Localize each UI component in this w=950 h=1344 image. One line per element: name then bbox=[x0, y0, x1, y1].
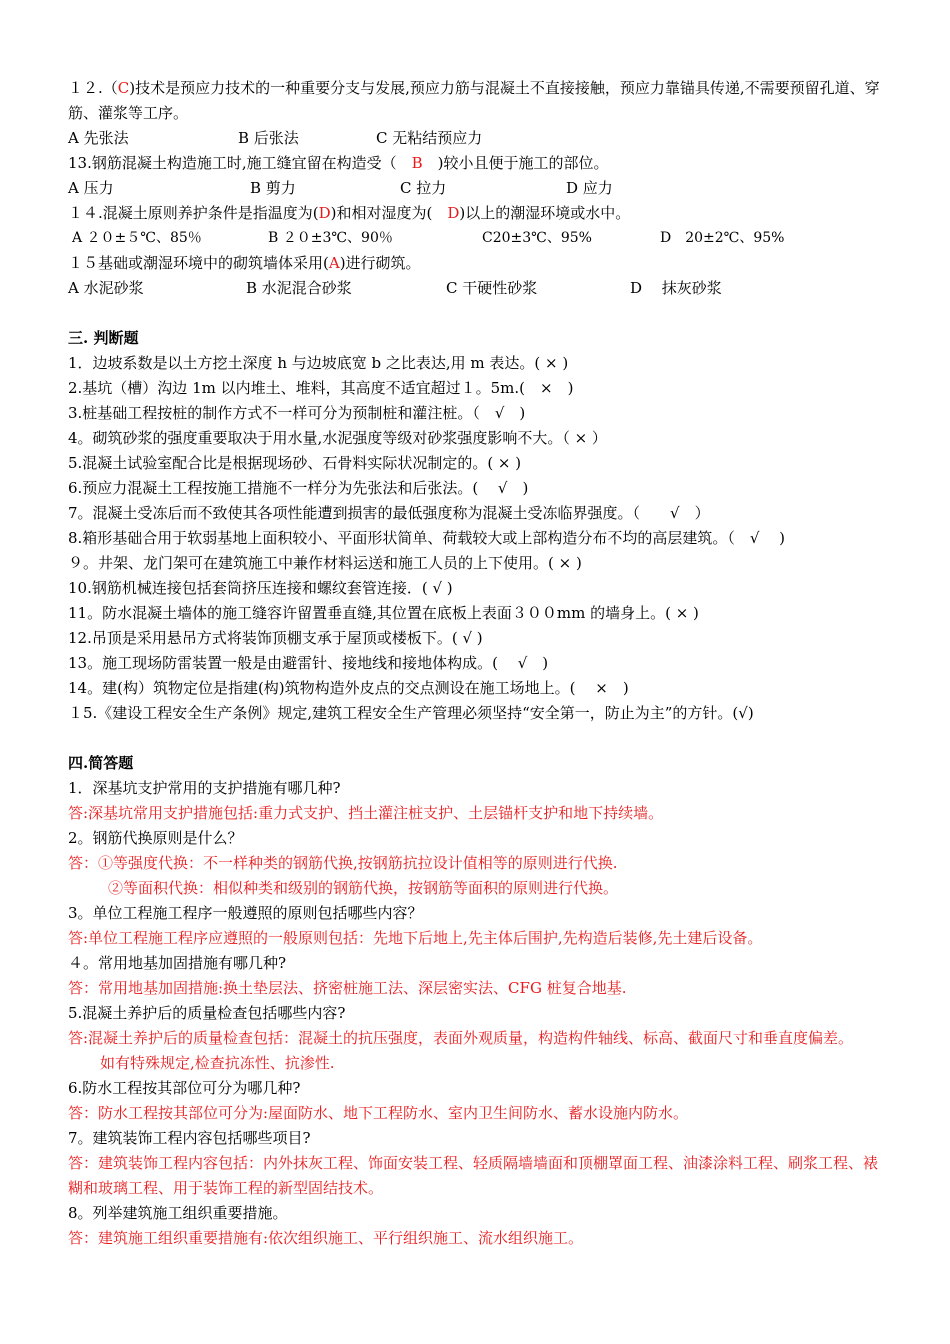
options-row bbox=[68, 176, 884, 201]
judge-item: 8.箱形基础合用于软弱基地上面积较小、平面形状简单、荷载较大或上部构造分布不均的高层建筑。（ √ ) bbox=[68, 529, 785, 547]
short-answer: 答：①等强度代换：不一样种类的钢筋代换,按钢筋抗拉设计值相等的原则进行代换. bbox=[68, 854, 618, 872]
option: C 无粘结预应力 bbox=[376, 129, 483, 147]
option: A 先张法 bbox=[68, 129, 129, 147]
short-question: 3。单位工程施工程序一般遵照的原则包括哪些内容？ bbox=[68, 904, 423, 922]
judge-item: 10.钢筋机械连接包括套筒挤压连接和螺纹套管连接．( √ ) bbox=[68, 579, 453, 597]
judge-item: 13。施工现场防雷装置一般是由避雷针、接地线和接地体构成。( √ ) bbox=[68, 654, 549, 672]
question-text: )以上的潮湿环境或水中。 bbox=[459, 204, 631, 222]
option: D 20±2℃、95% bbox=[660, 230, 785, 246]
judge-item: １5.《建设工程安全生产条例》规定,建筑工程安全生产管理必须坚持“安全第一，防止为主”的方针。(√) bbox=[68, 704, 754, 722]
question-text: １５基础或潮湿环境中的砌筑墙体采用( bbox=[68, 254, 329, 272]
question-text: )进行砌筑。 bbox=[339, 254, 421, 272]
section-heading: 三. 判断题 bbox=[68, 329, 139, 347]
judge-item: 4。砌筑砂浆的强度重要取决于用水量,水泥强度等级对砂浆强度影响不大。（ × ） bbox=[68, 429, 607, 447]
judge-item: 5.混凝土试验室配合比是根据现场砂、石骨料实际状况制定的。( × ) bbox=[68, 454, 522, 472]
judge-item: 2.基坑（槽）沟边 1m 以内堆土、堆料，其高度不适宜超过１。5m.( × ) bbox=[68, 379, 574, 397]
judge-item: 1．边坡系数是以土方挖土深度 h 与边坡底宽 b 之比表达,用 m 表达。( × ) bbox=[68, 354, 569, 372]
judge-item: 7。混凝土受冻后而不致使其各项性能遭到损害的最低强度称为混凝土受冻临界强度。（ √ ） bbox=[68, 504, 710, 522]
judge-item: 6.预应力混凝土工程按施工措施不一样分为先张法和后张法。( √ ) bbox=[68, 479, 529, 497]
question-text: )和相对湿度为( bbox=[330, 204, 448, 222]
short-answer: ②等面积代换：相似种类和级别的钢筋代换，按钢筋等面积的原则进行代换。 bbox=[108, 879, 619, 897]
option: D 应力 bbox=[566, 179, 613, 197]
question-text: １２.（ bbox=[68, 79, 118, 97]
short-answer: 答：建筑装饰工程内容包括：内外抹灰工程、饰面安装工程、轻质隔墙墙面和顶棚罩面工程、油漆涂料工程、刷浆工程、裱糊和玻璃工程、用于装饰工程的新型固结技术。 bbox=[68, 1154, 879, 1197]
answer-letter: B bbox=[411, 154, 423, 172]
judge-item: 14。建(构）筑物定位是指建(构)筑物构造外皮点的交点测设在施工场地上。( × ) bbox=[68, 679, 629, 697]
options-row bbox=[68, 126, 884, 151]
judge-item: 11。防水混凝土墙体的施工缝容许留置垂直缝,其位置在底板上表面３００mm 的墙身上。( × ) bbox=[68, 604, 699, 622]
option: A ２０±５℃、85％ bbox=[72, 230, 202, 246]
answer-letter: D bbox=[447, 204, 460, 222]
question-12 bbox=[68, 76, 884, 126]
question-text: )技术是预应力技术的一种重要分支与发展,预应力筋与混凝土不直接接触，预应力靠锚具传递,不需要预留孔道、穿筋、灌浆等工序。 bbox=[68, 79, 880, 122]
answer-letter: A bbox=[328, 254, 340, 272]
short-question: 1．深基坑支护常用的支护措施有哪几种? bbox=[68, 779, 341, 797]
document-page bbox=[68, 76, 884, 1251]
option: B 后张法 bbox=[238, 129, 299, 147]
judge-item: 12.吊顶是采用悬吊方式将装饰顶棚支承于屋顶或楼板下。( √ ) bbox=[68, 629, 483, 647]
option: A 压力 bbox=[68, 179, 114, 197]
short-question: 2。钢筋代换原则是什么？ bbox=[68, 829, 243, 847]
short-answer: 答：建筑施工组织重要措施有:依次组织施工、平行组织施工、流水组织施工。 bbox=[68, 1229, 584, 1247]
short-question: 7。建筑装饰工程内容包括哪些项目? bbox=[68, 1129, 311, 1147]
option: C20±3℃、95% bbox=[482, 230, 592, 246]
short-answer: 答:单位工程施工程序应遵照的一般原则包括：先地下后地上,先主体后围护,先构造后装修,先土建后设备。 bbox=[68, 929, 763, 947]
option: C 干硬性砂浆 bbox=[446, 279, 538, 297]
options-row bbox=[68, 276, 884, 301]
question-14 bbox=[68, 201, 884, 226]
question-15 bbox=[68, 251, 884, 276]
question-text: １４.混凝土原则养护条件是指温度为( bbox=[68, 204, 319, 222]
option: C 拉力 bbox=[400, 179, 447, 197]
short-question: 5.混凝土养护后的质量检查包括哪些内容? bbox=[68, 1004, 346, 1022]
answer-letter: D bbox=[318, 204, 331, 222]
short-answer: 答：防水工程按其部位可分为:屋面防水、地下工程防水、室内卫生间防水、蓄水设施内防水。 bbox=[68, 1104, 689, 1122]
options-row bbox=[68, 226, 884, 251]
short-question: 6.防水工程按其部位可分为哪几种? bbox=[68, 1079, 301, 1097]
judge-item: ９。井架、龙门架可在建筑施工中兼作材料运送和施工人员的上下使用。( × ) bbox=[68, 554, 582, 572]
short-answer: 答:混凝土养护后的质量检查包括：混凝土的抗压强度，表面外观质量，构造构件轴线、标高、截面尺寸和垂直度偏差。 bbox=[68, 1029, 854, 1047]
option: B 剪力 bbox=[250, 179, 296, 197]
answer-letter: C bbox=[117, 79, 130, 97]
option: A 水泥砂浆 bbox=[68, 279, 144, 297]
short-answer: 答:深基坑常用支护措施包括:重力式支护、挡土灌注桩支护、土层锚杆支护和地下持续墙。 bbox=[68, 804, 664, 822]
option: B 水泥混合砂浆 bbox=[246, 279, 352, 297]
question-text: 13.钢筋混凝土构造施工时,施工缝宜留在构造受（ bbox=[68, 154, 412, 172]
short-question: 8。列举建筑施工组织重要措施。 bbox=[68, 1204, 288, 1222]
section-heading: 四.简答题 bbox=[68, 754, 134, 772]
option: B ２０±3℃、90％ bbox=[268, 230, 393, 246]
option: D 抹灰砂浆 bbox=[630, 279, 722, 297]
judge-item: 3.桩基础工程按桩的制作方式不一样可分为预制桩和灌注桩。（ √ ) bbox=[68, 404, 526, 422]
short-question: ４。常用地基加固措施有哪几种? bbox=[68, 954, 287, 972]
question-13 bbox=[68, 151, 884, 176]
short-answer: 答：常用地基加固措施:换土垫层法、挤密桩施工法、深层密实法、CFG 桩复合地基. bbox=[68, 979, 627, 997]
question-text: )较小且便于施工的部位。 bbox=[422, 154, 609, 172]
short-answer: 如有特殊规定,检查抗冻性、抗渗性. bbox=[100, 1054, 335, 1072]
